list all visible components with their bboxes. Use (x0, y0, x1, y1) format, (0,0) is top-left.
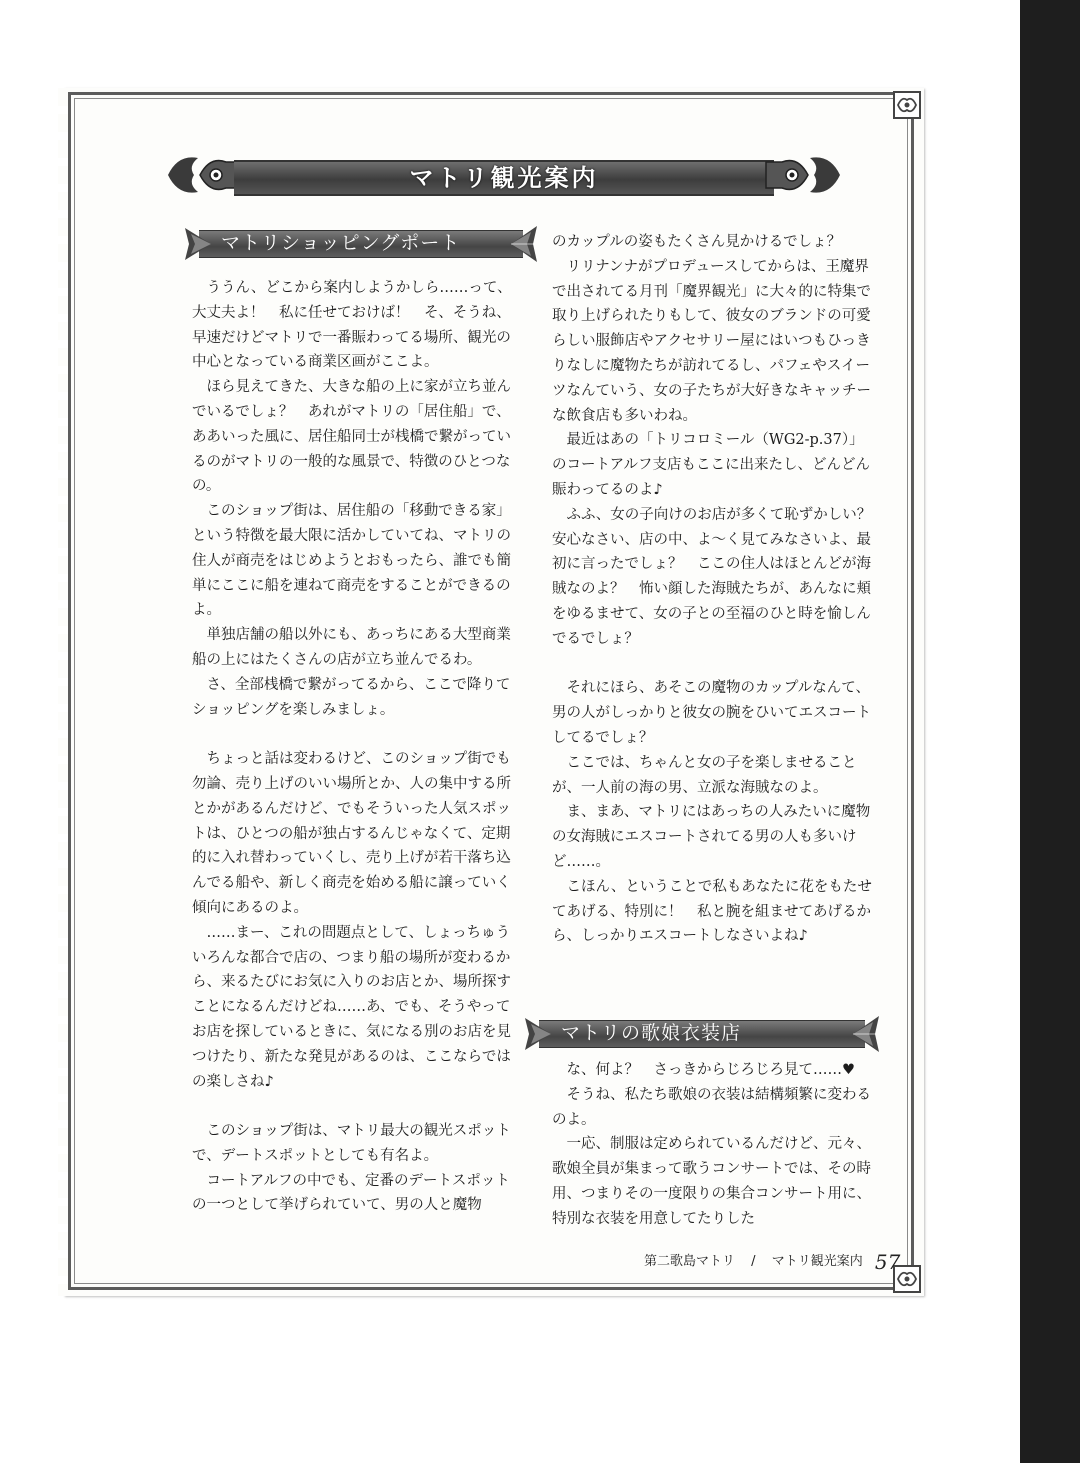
paragraph: コートアルフの中でも、定番のデートスポットの一つとして挙げられていて、男の人と魔物 (192, 1172, 510, 1214)
paragraph: リリナンナがプロデュースしてからは、王魔界で出されてる月刊「魔界観光」に大々的に特集で取り上げられたりもして、彼女のブランドの可愛らしい服飾店やアクセサリー屋にはいつもひっきりなしに魔物たちが訪れてるし、パフェやスイーツなんていう、女の子たちが大好きなキャッチーな飲食店も多いわね。 (552, 258, 871, 424)
paragraph: そうね、私たち歌娘の衣装は結構頻繁に変わるのよ。 (552, 1086, 871, 1128)
right-column-text (552, 230, 886, 949)
page-title: マトリ観光案内 (409, 164, 599, 192)
section-header-shopping (181, 224, 541, 264)
paragraph: こほん、ということで私もあなたに花をもたせてあげる、特別に！ 私と腕を組ませてあげるから、しっかりエスコートしなさいよね♪ (552, 878, 872, 945)
paragraph: ここでは、ちゃんと女の子を楽しませることが、一人前の海の男、立派な海賊なのよ。 (552, 754, 857, 796)
paragraph-gap (192, 1094, 512, 1119)
paragraph: 一応、制服は定められているんだけど、元々、歌娘全員が集まって歌うコンサートでは、その時用、つまりその一度限りの集合コンサート用に、特別な衣装を用意してたりした (552, 1136, 871, 1227)
footer-separator: / (751, 1254, 756, 1269)
fan-ornament-icon (521, 1014, 557, 1054)
paragraph: それにほら、あそこの魔物のカップルなんて、男の人がしっかりと彼女の腕をひいてエスコートしてるでしょ？ (552, 680, 871, 746)
page-footer (644, 1248, 900, 1276)
section-header-costume (521, 1014, 883, 1054)
left-column-text (192, 276, 512, 1218)
footer-section: マトリ観光案内 (771, 1254, 863, 1269)
fan-ornament-icon (847, 1014, 883, 1054)
fan-ornament-icon (181, 224, 217, 264)
footer-chapter: 第二歌島マトリ (644, 1254, 736, 1269)
paragraph: ふふ、女の子向けのお店が多くて恥ずかしい？ 安心なさい、店の中、よ～く見てみなさいよ、最初に言ったでしょ？ ここの住人はほとんどが海賊なのよ？ 怖い顔した海賊たちが、あんなに頬をゆるませて、女の子との至福のひと時を愉しんでるでしょ？ (552, 506, 886, 647)
paragraph: のカップルの姿もたくさん見かけるでしょ？ (552, 234, 842, 250)
paragraph: ううん、どこから案内しようかしら……って、大丈夫よ！ 私に任せておけば！ そ、そうね、早速だけどマトリで一番賑わってる場所、観光の中心となっている商業区画がここよ。 (192, 280, 512, 371)
scroll-ornament-icon (164, 148, 244, 202)
book-page (64, 88, 924, 1296)
title-bar (234, 160, 774, 196)
page-number: 57 (874, 1250, 901, 1274)
paragraph: このショップ街は、居住船の「移動できる家」という特徴を最大限に活かしていてね、マトリの住人が商売をはじめようとおもったら、誰でも簡単にここに船を連ねて商売をすることができるのよ。 (192, 503, 511, 619)
paragraph: な、何よ？ さっきからじろじろ見て……♥ (566, 1062, 855, 1078)
corner-ornament-icon (892, 90, 922, 120)
paragraph-gap (192, 722, 512, 747)
scroll-ornament-icon (764, 148, 844, 202)
paragraph: このショップ街は、マトリ最大の観光スポットで、デートスポットとしても有名よ。 (192, 1123, 511, 1164)
section-heading: マトリの歌娘衣装店 (561, 1022, 742, 1044)
paragraph: ほら見えてきた、大きな船の上に家が立ち並んでいるでしょ？ あれがマトリの「居住船」で、ああいった風に、居住船同士が桟橋で繋がっているのがマトリの一般的な風景で、特徴のひとつなの。 (192, 379, 511, 495)
paragraph: ちょっと話は変わるけど、このショップ街でも勿論、売り上げのいい場所とか、人の集中する所とかがあるんだけど、でもそういった人気スポットは、ひとつの船が独占するんじゃなくて、定期的に入れ替わっていくし、売り上げが若干落ち込んでる船や、新しく商売を始める船に譲っていく傾向にあるのよ。 (192, 751, 511, 916)
paragraph: さ、全部桟橋で繋がってるから、ここで降りてショッピングを楽しみましょ。 (192, 676, 511, 718)
title-banner (164, 148, 844, 202)
paragraph: ま、まあ、マトリにはあっちの人みたいに魔物の女海賊にエスコートされてる男の人も多いけど……。 (552, 804, 871, 870)
fan-ornament-icon (505, 224, 541, 264)
paragraph-gap (552, 652, 872, 677)
paragraph: 単独店舗の船以外にも、あっちにある大型商業船の上にはたくさんの店が立ち並んでるわ。 (192, 627, 511, 668)
costume-section-text (552, 1058, 872, 1232)
section-heading: マトリショッピングポート (221, 232, 461, 254)
paragraph: ……まー、これの問題点として、しょっちゅういろんな都合で店の、つまり船の場所が変わるから、来るたびにお気に入りのお店とか、場所探すことになるんだけどね……あ、でも、そうやってお店を探しているときに、気になる別のお店を見つけたり、新たな発見があるのは、ここならではの楽しさね♪ (192, 924, 511, 1090)
paragraph: 最近はあの「トリコロミール（WG2-p.37）」のコートアルフ支店もここに出来たし、どんどん賑わってるのよ♪ (552, 432, 870, 498)
scan-background-shadow (1020, 0, 1080, 1463)
